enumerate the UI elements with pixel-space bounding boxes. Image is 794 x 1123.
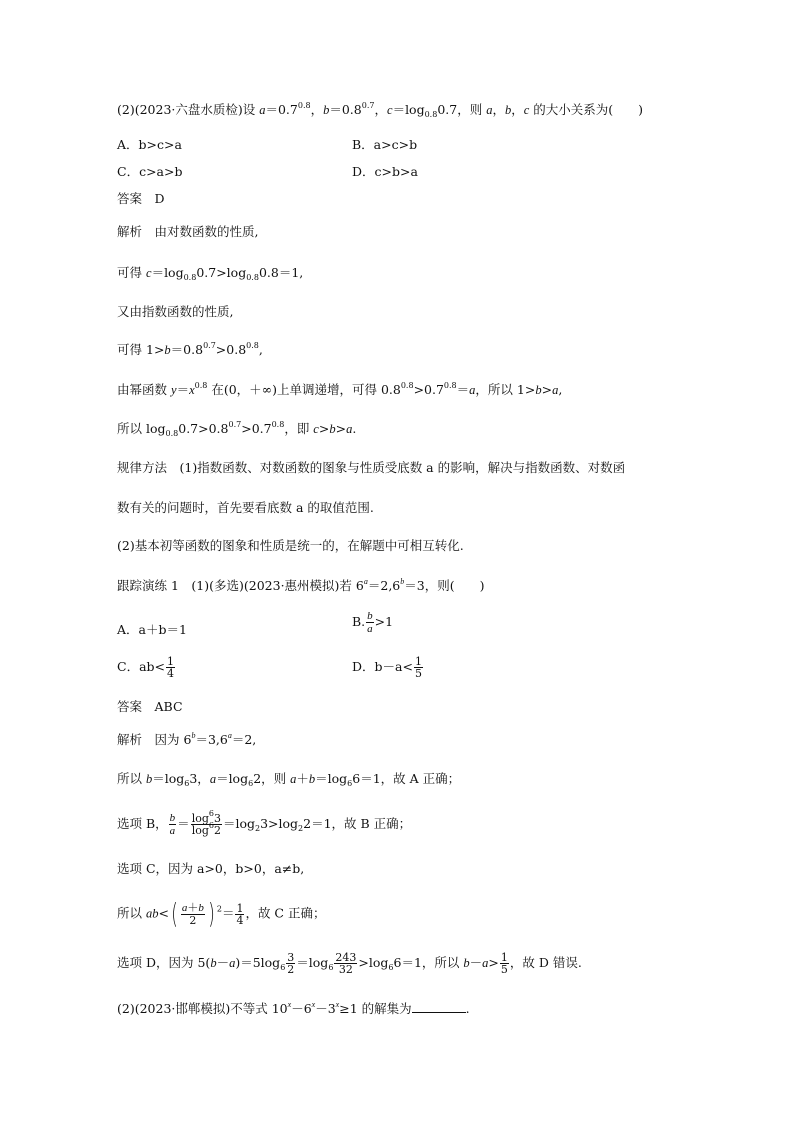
fraction: $\frac{243}{32}$ — [335, 951, 357, 976]
answer-1: 答案 D — [117, 191, 165, 206]
option-c[interactable]: C．c>a>b — [117, 164, 183, 179]
drill-option-d[interactable]: D．b－a< $\frac{1}{5}$ — [352, 655, 422, 680]
analysis-line-so: 所以 $\log_{0.8}0.7>0.8^{0.7}>0.7^{0.8}$，即 c>b>a. — [117, 420, 357, 438]
drill-option-c[interactable]: C．ab< $\frac{1}{4}$ — [117, 655, 174, 680]
analysis-line-exp: 又由指数函数的性质, — [117, 304, 234, 319]
fraction: $\frac{1}{4}$ — [167, 655, 174, 680]
drill-option-b[interactable]: B. $\frac{b}{a}$ >1 — [352, 610, 394, 635]
fraction: $\frac{b}{a}$ — [169, 812, 176, 837]
rule-line-2: 数有关的问题时，首先要看底数 a 的取值范围. — [117, 500, 374, 515]
analysis-line-c: 可得 $c=\log_{0.8}0.7>\log_{0.8}0.8=1$, — [117, 265, 304, 282]
answer-blank[interactable] — [412, 1000, 466, 1013]
fraction: $\frac{a+b}{2}$ — [181, 901, 204, 927]
analysis-line-power: 由幂函数 $y=x^{0.8}$ 在(0，＋∞)上单调递增，可得 $0.8^{0.8}>0.7^{0.8}=a$，所以 1>b>a, — [117, 381, 563, 397]
fraction: $\frac{1}{4}$ — [236, 901, 244, 927]
analysis-line-b: 可得 $1>b=0.8^{0.7}>0.8^{0.8}$, — [117, 341, 263, 357]
question-2b: (2)(2023·邯郸模拟)不等式 $10^x-6^x-3^x\ge 1$ 的解集为 . — [117, 1000, 470, 1016]
drill-question: 跟踪演练 1 (1)(多选)(2023·惠州模拟)若 $6^a=2,6^b=3$，则( ) — [117, 577, 485, 593]
fraction: $\frac{3}{2}$ — [287, 951, 295, 976]
fraction: $\frac{1}{5}$ — [500, 951, 508, 976]
question-2: (2)(2023·六盘水质检)设 $a=0.7^{0.8}$，$b=0.8^{0.7}$，$c=\log_{0.8}0.7$，则 a，b，c 的大小关系为( ) — [117, 101, 644, 119]
fraction: $\frac{\log^63}{\log^62}$ — [191, 809, 221, 837]
analysis-1: 解析 由对数函数的性质, — [117, 224, 259, 239]
option-d[interactable]: D．c>b>a — [352, 164, 418, 179]
option-b[interactable]: B．a>c>b — [352, 137, 418, 152]
analysis-2-line-1: 所以 $b=\log_63$，$a=\log_62$，则 $a+b=\log_66=1$，故 A 正确； — [117, 771, 461, 788]
option-a[interactable]: A．b>c>a — [117, 137, 182, 152]
drill-option-a[interactable]: A．a＋b＝1 — [117, 622, 187, 637]
rule-line-3: (2)基本初等函数的图象和性质是统一的，在解题中可相互转化. — [117, 538, 464, 553]
analysis-2: 解析 因为 $6^b=3,6^a=2$, — [117, 731, 257, 747]
answer-2: 答案 ABC — [117, 699, 183, 714]
analysis-2-line-c: 所以 ab<( $\frac{a+b}{2}$ ) $^2$＝ $\frac{1}{4}$ ，故 C 正确； — [117, 897, 326, 930]
analysis-2-option-c: 选项 C，因为 a>0，b>0，a≠b, — [117, 861, 305, 876]
analysis-2-option-b: 选项 B， $\frac{b}{a}$ ＝ $\frac{\log^63}{\log^62}$ $=\log_23>\log_22=1$，故 B 正确； — [117, 809, 412, 837]
fraction: $\frac{b}{a}$ — [367, 610, 373, 635]
analysis-2-option-d: 选项 D，因为 $5(b-a)=5\log_6$ $\frac{3}{2}$ $=\log_6$ $\frac{243}{32}$ $>\log_66=1$，所以 b－a> $\frac{1}{5}$ ，故 D 错误. — [117, 951, 582, 976]
rule-line-1: 规律方法 (1)指数函数、对数函数的图象与性质受底数 a 的影响，解决与指数函数、对数函 — [117, 460, 626, 475]
fraction: $\frac{1}{5}$ — [414, 655, 422, 680]
